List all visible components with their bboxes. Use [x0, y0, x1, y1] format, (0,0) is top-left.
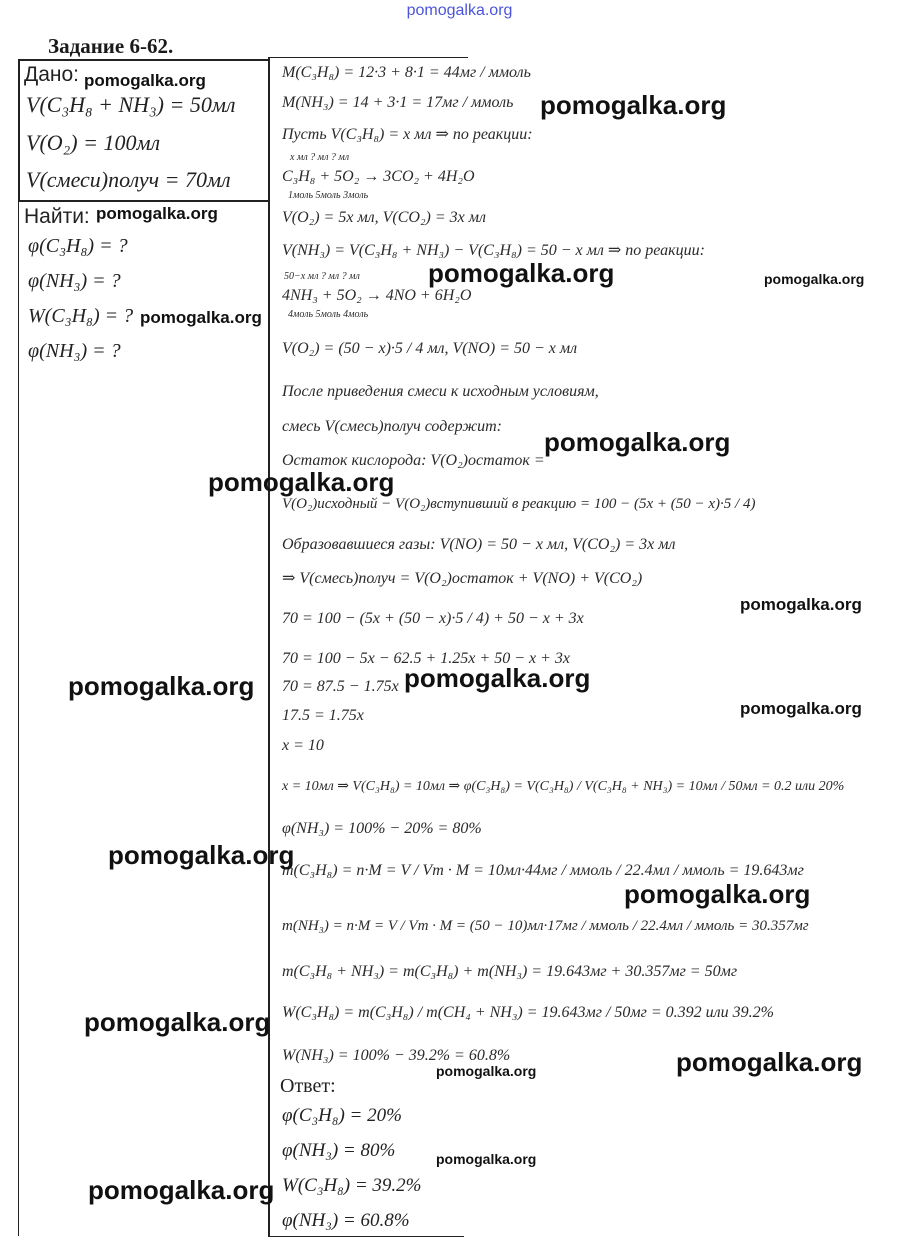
solution-line: φ(NH₃) = 100% − 20% = 80% — [282, 820, 482, 837]
watermark: pomogalka.org — [84, 1007, 271, 1037]
answer-line: φ(NH₃) = 60.8% — [282, 1210, 410, 1231]
given-label: Дано: — [24, 63, 80, 86]
watermark: pomogalka.org — [208, 467, 395, 497]
frame-bottom — [268, 1236, 464, 1237]
watermark: pomogalka.org — [740, 699, 862, 718]
answer-line: φ(NH₃) = 80% — [282, 1140, 396, 1161]
given-line: V(смеси)получ = 70мл — [26, 167, 231, 192]
solution-line: M(C₃H₈) = 12·3 + 8·1 = 44мг / ммоль — [282, 64, 531, 81]
watermark: pomogalka.org — [428, 258, 615, 288]
frame-divider-given — [18, 200, 268, 202]
solution-line: W(NH₃) = 100% − 39.2% = 60.8% — [282, 1047, 511, 1064]
find-label: Найти: — [24, 205, 90, 228]
find-line: φ(NH₃) = ? — [28, 340, 121, 362]
solution-line: C₃H₈ + 5O₂ → 3CO₂ + 4H₂O — [282, 168, 475, 185]
solution-line: V(O₂) = 5x мл, V(CO₂) = 3x мл — [282, 209, 486, 226]
watermark: pomogalka.org — [544, 427, 731, 457]
solution-line: 70 = 87.5 − 1.75x — [282, 678, 399, 695]
solution-line: Остаток кислорода: V(O₂)остаток = — [282, 452, 545, 469]
solution-line: M(NH₃) = 14 + 3·1 = 17мг / ммоль — [282, 94, 514, 111]
solution-line: V(NH₃) = V(C₃H₈ + NH₃) − V(C₃H₈) = 50 − x мл ⇒ по реакции: — [282, 242, 705, 259]
solution-line: 4NH₃ + 5O₂ → 4NO + 6H₂O — [282, 287, 472, 304]
answer-line: W(C₃H₈) = 39.2% — [282, 1175, 422, 1196]
watermark: pomogalka.org — [436, 1063, 537, 1079]
watermark: pomogalka.org — [84, 71, 206, 90]
watermark: pomogalka.org — [140, 308, 262, 327]
watermark: pomogalka.org — [540, 90, 727, 120]
solution-line: W(C₃H₈) = m(C₃H₈) / m(CH₄ + NH₃) = 19.643мг / 50мг = 0.392 или 39.2% — [282, 1004, 774, 1021]
watermark: pomogalka.org — [676, 1047, 863, 1077]
solution-line: 1моль 5моль 3моль — [288, 190, 369, 201]
watermark: pomogalka.org — [740, 595, 862, 614]
site-header-link[interactable]: pomogalka.org — [406, 2, 513, 19]
solution-line: m(C₃H₈) = n·M = V / Vm · M = 10мл·44мг / ммоль / 22.4мл / ммоль = 19.643мг — [282, 862, 804, 879]
solution-line: x = 10мл ⇒ V(C₃H₈) = 10мл ⇒ φ(C₃H₈) = V(C₃H₈) / V(C₃H₈ + NH₃) = 10мл / 50мл = 0.2 или 20% — [282, 779, 845, 794]
watermark: pomogalka.org — [404, 663, 591, 693]
frame-middle — [268, 57, 270, 1237]
solution-line: x мл ? мл ? мл — [290, 152, 350, 163]
solution-line: 70 = 100 − 5x − 62.5 + 1.25x + 50 − x + 3x — [282, 650, 570, 667]
solution-line: x = 10 — [282, 737, 324, 754]
watermark: pomogalka.org — [96, 204, 218, 223]
task-title: Задание 6-62. — [48, 34, 174, 58]
watermark: pomogalka.org — [68, 671, 255, 701]
solution-line: Образовавшиеся газы: V(NO) = 50 − x мл, V(CO₂) = 3x мл — [282, 536, 676, 553]
watermark: pomogalka.org — [624, 879, 811, 909]
solution-line: Пусть V(C₃H₈) = x мл ⇒ по реакции: — [282, 126, 533, 143]
answer-line: φ(C₃H₈) = 20% — [282, 1105, 402, 1126]
given-line: V(O₂) = 100мл — [26, 130, 161, 155]
given-line: V(C₃H₈ + NH₃) = 50мл — [26, 92, 236, 117]
watermark: pomogalka.org — [88, 1175, 275, 1205]
solution-line: смесь V(смесь)получ содержит: — [282, 418, 502, 435]
find-line: φ(NH₃) = ? — [28, 270, 121, 292]
solution-line: ⇒ V(смесь)получ = V(O₂)остаток + V(NO) + V(CO₂) — [282, 570, 643, 587]
frame-left-lower — [18, 200, 19, 1236]
frame-left — [18, 59, 20, 201]
solution-line: m(NH₃) = n·M = V / Vm · M = (50 − 10)мл·17мг / ммоль / 22.4мл / ммоль = 30.357мг — [282, 918, 809, 934]
solution-line: После приведения смеси к исходным условиям, — [282, 383, 599, 400]
frame-top-left — [18, 59, 268, 61]
watermark: pomogalka.org — [436, 1151, 537, 1167]
find-line: φ(C₃H₈) = ? — [28, 235, 128, 257]
solution-line: 4моль 5моль 4моль — [288, 309, 369, 320]
find-line: W(C₃H₈) = ? — [28, 305, 134, 327]
watermark: pomogalka.org — [764, 271, 865, 287]
solution-line: V(O₂) = (50 − x)·5 / 4 мл, V(NO) = 50 − x мл — [282, 340, 578, 357]
solution-line: 17.5 = 1.75x — [282, 707, 364, 724]
solution-line: 70 = 100 − (5x + (50 − x)·5 / 4) + 50 − x + 3x — [282, 610, 584, 627]
watermark: pomogalka.org — [108, 840, 295, 870]
solution-line: m(C₃H₈ + NH₃) = m(C₃H₈) + m(NH₃) = 19.643мг + 30.357мг = 50мг — [282, 963, 738, 980]
solution-line: V(O₂)исходный − V(O₂)вступивший в реакцию = 100 − (5x + (50 − x)·5 / 4) — [282, 496, 756, 512]
frame-top-right — [268, 57, 468, 58]
solution-line: 50−x мл ? мл ? мл — [284, 271, 360, 282]
answer-label: Ответ: — [280, 1075, 336, 1097]
